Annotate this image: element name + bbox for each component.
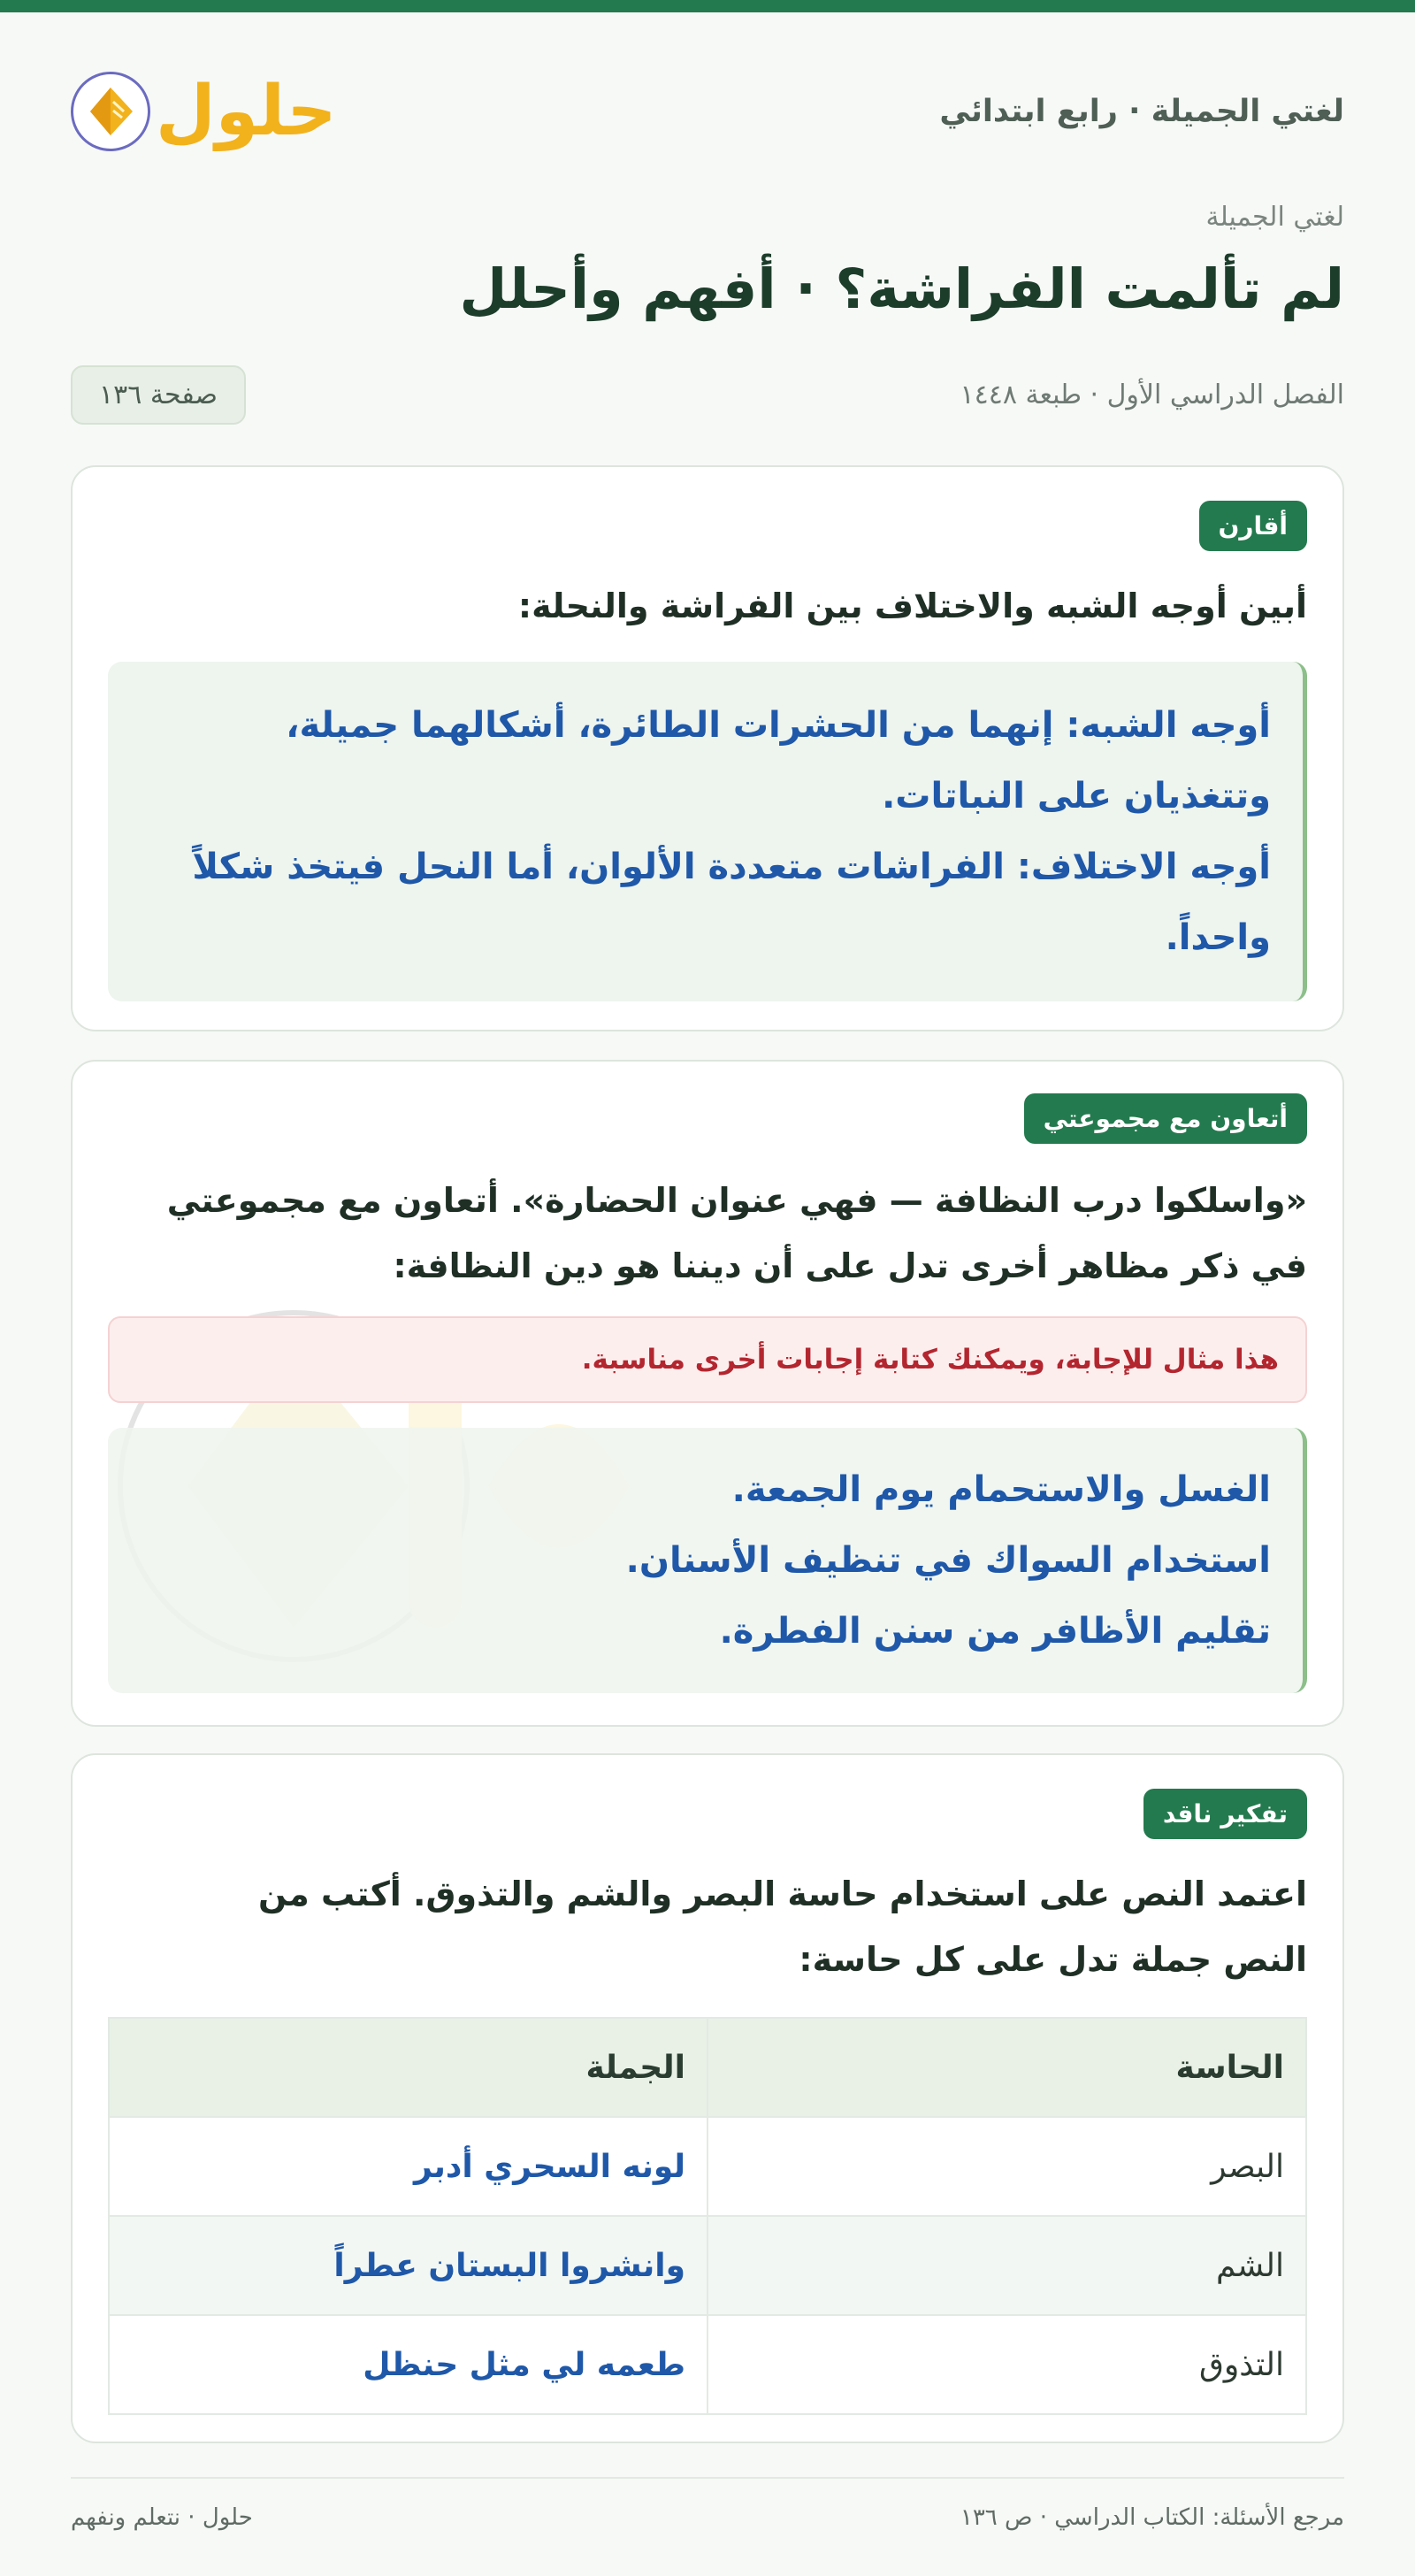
sentence-cell: وانشروا البستان عطراً [109, 2216, 708, 2315]
site-header [71, 58, 1344, 165]
top-accent-bar [0, 0, 1415, 12]
question-text [108, 1168, 1307, 1299]
answer-box [108, 1428, 1307, 1693]
sense-cell: التذوق [708, 2315, 1306, 2414]
answer-line: الغسل والاستحمام يوم الجمعة. [731, 1469, 1271, 1510]
semester-meta: الفصل الدراسي الأول · طبعة ١٤٤٨ [960, 379, 1344, 410]
page-title: لم تألمت الفراشة؟ · أفهم وأحلل [459, 257, 1344, 321]
footer-reference: مرجع الأسئلة: الكتاب الدراسي · ص ١٣٦ [960, 2504, 1344, 2531]
question-line: «واسلكوا درب النظافة — فهي عنوان الحضارة». أتعاون مع مجموعتي [166, 1181, 1307, 1220]
answer-line: واحداً. [1165, 917, 1271, 958]
senses-table [108, 2017, 1307, 2415]
table-row [109, 2315, 1306, 2414]
sense-cell: الشم [708, 2216, 1306, 2315]
section-tag: تفكير ناقد [1143, 1789, 1307, 1839]
cooperate-card [71, 1060, 1344, 1727]
sentence-cell: لونه السحري أدبر [109, 2117, 708, 2216]
logo-wordmark: حلول [156, 72, 337, 151]
column-header-sentence: الجملة [109, 2018, 708, 2117]
page-footer [71, 2477, 1344, 2557]
compare-card [71, 465, 1344, 1031]
question-line: اعتمد النص على استخدام حاسة البصر والشم والتذوق. أكتب من [258, 1874, 1307, 1913]
table-row [109, 2216, 1306, 2315]
question-text: أبين أوجه الشبه والاختلاف بين الفراشة والنحلة: [517, 586, 1307, 625]
section-tag: أقارن [1199, 501, 1307, 551]
subject-kicker: لغتي الجميلة [1205, 202, 1344, 233]
sample-answer-note: هذا مثال للإجابة، ويمكنك كتابة إجابات أخرى مناسبة. [108, 1316, 1307, 1403]
answer-line: أوجه الاختلاف: الفراشات متعددة الألوان، أما النحل فيتخذ شكلاً [192, 847, 1271, 887]
question-line: في ذكر مظاهر أخرى تدل على أن ديننا هو دين النظافة: [393, 1246, 1307, 1285]
logo-book-icon [71, 72, 150, 151]
answer-line: أوجه الشبه: إنهما من الحشرات الطائرة، أشكالهما جميلة، [286, 705, 1271, 746]
question-line: النص جملة تدل على كل حاسة: [799, 1940, 1307, 1979]
answer-line: وتتغذيان على النباتات. [882, 776, 1271, 816]
answer-line: استخدام السواك في تنظيف الأسنان. [625, 1540, 1271, 1581]
section-tag: أتعاون مع مجموعتي [1024, 1093, 1307, 1144]
column-header-sense: الحاسة [708, 2018, 1306, 2117]
page-number-badge: صفحة ١٣٦ [71, 365, 246, 425]
site-logo[interactable] [71, 72, 337, 151]
critical-thinking-card [71, 1753, 1344, 2443]
question-text [108, 1861, 1307, 1992]
answer-box [108, 662, 1307, 1001]
table-row [109, 2117, 1306, 2216]
answer-line: تقليم الأظافر من سنن الفطرة. [719, 1611, 1271, 1652]
sentence-cell: طعمه لي مثل حنظل [109, 2315, 708, 2414]
meta-row [71, 363, 1344, 426]
sense-cell: البصر [708, 2117, 1306, 2216]
footer-brand[interactable]: حلول · نتعلم ونفهم [71, 2504, 253, 2531]
header-title: لغتي الجميلة · رابع ابتدائي [939, 94, 1344, 129]
table-header-row [109, 2018, 1306, 2117]
